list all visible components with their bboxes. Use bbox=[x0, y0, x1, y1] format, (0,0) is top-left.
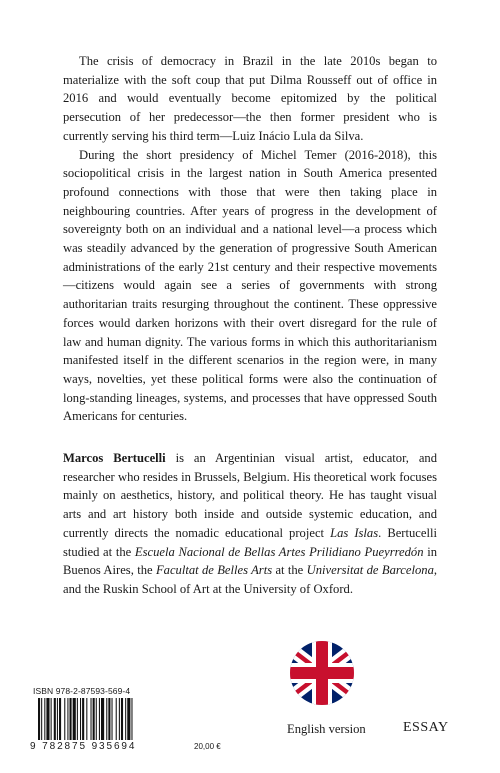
barcode-bar bbox=[127, 698, 130, 740]
barcode-icon bbox=[30, 698, 190, 742]
bio-text-5: , and the Ruskin School of Art at the University of Oxford. bbox=[63, 563, 438, 596]
barcode-bar bbox=[108, 698, 110, 740]
barcode-bar bbox=[73, 698, 76, 740]
barcode-bar bbox=[70, 698, 72, 740]
barcode-bar bbox=[80, 698, 81, 740]
barcode-bar bbox=[44, 698, 45, 740]
barcode-bar bbox=[112, 698, 113, 740]
barcode-bar bbox=[82, 698, 84, 740]
author-name: Marcos Bertucelli bbox=[63, 451, 166, 465]
barcode-bar bbox=[99, 698, 100, 740]
barcode-bar bbox=[93, 698, 95, 740]
barcode-bar bbox=[86, 698, 87, 740]
barcode-bar bbox=[116, 698, 117, 740]
barcode-bar bbox=[91, 698, 92, 740]
barcode-bar bbox=[64, 698, 65, 740]
blurb-text bbox=[63, 52, 437, 426]
barcode-digits: 9 782875 935694 bbox=[30, 741, 137, 752]
barcode-bar bbox=[119, 698, 120, 740]
isbn-label: ISBN 978-2-87593-569-4 bbox=[33, 686, 131, 696]
barcode-bar bbox=[38, 698, 40, 740]
genre-label: ESSAY bbox=[403, 720, 449, 735]
bio-school-3: Universitat de Barcelona bbox=[306, 563, 434, 578]
barcode-bar bbox=[54, 698, 56, 740]
blurb-paragraph-2: During the short presidency of Michel Temer (2016-2018), this sociopolitical crisis in the largest nation in South America presented profound connections with those that were then taking place in neighbouring countries. After years of progress in the development of sovereignty both on an individual and a national level—a process which was steadily advanced by the generation of progressive South American administrations of the early 21st century and their respective movements—citizens would again see a series of governments with strong authoritarian traits resurging throughout the continent. These oppressive forces would darken horizons with their overt disregard for the rule of law and human dignity. The various forms in which this authoritarianism manifested itself in the different scenarios in the region were, in many ways, novelties, yet these political forms were also the continuation of long-standing lineages, systems, and processes that have oppressed South Americans for centuries. bbox=[63, 147, 437, 424]
barcode-bar bbox=[96, 698, 97, 740]
bio-text-4: at the bbox=[272, 563, 307, 578]
barcode-bar bbox=[41, 698, 42, 740]
language-label: English version bbox=[287, 722, 366, 736]
price-label: 20,00 € bbox=[194, 742, 221, 751]
bio-text-3: in Buenos Aires, the bbox=[63, 544, 437, 578]
barcode-bar bbox=[131, 698, 132, 740]
bio-text-1: is an Argentinian visual artist, educator, and researcher who resides in Brussels, Belgium. His theoretical work focuses mainly on aesthetics, history, and political theory. He has taught visual arts and art history both inside and outside systemic education, and currently directs the nomadic educational project bbox=[63, 451, 438, 540]
barcode-bar bbox=[57, 698, 58, 740]
barcode-bar bbox=[121, 698, 123, 740]
blurb-paragraph-1: The crisis of democracy in Brazil in the late 2010s began to materialize with the soft coup that put Dilma Rousseff out of office in 2016 and would eventually become epitomized by the political persecution of her predecessor—the then former president who is currently serving his third term—Luiz Inácio Lula da Silva. bbox=[63, 54, 437, 143]
bio-project: Las Islas bbox=[330, 525, 379, 540]
barcode-bar bbox=[101, 698, 104, 740]
bio-text-2: . Bertucelli studied at the bbox=[63, 525, 437, 559]
barcode-bar bbox=[51, 698, 52, 740]
union-jack-flag-icon bbox=[289, 640, 355, 706]
bio-school-2: Facultat de Belles Arts bbox=[155, 563, 273, 578]
author-bio bbox=[63, 449, 437, 599]
barcode-bar bbox=[125, 698, 126, 740]
barcode-bar bbox=[77, 698, 78, 740]
barcode-bar bbox=[67, 698, 68, 740]
bio-school-1: Escuela Nacional de Bellas Artes Prilidiano Pueyrredón bbox=[134, 544, 424, 559]
barcode-bar bbox=[46, 698, 49, 740]
barcode-bar bbox=[59, 698, 61, 740]
barcode-bar bbox=[106, 698, 107, 740]
